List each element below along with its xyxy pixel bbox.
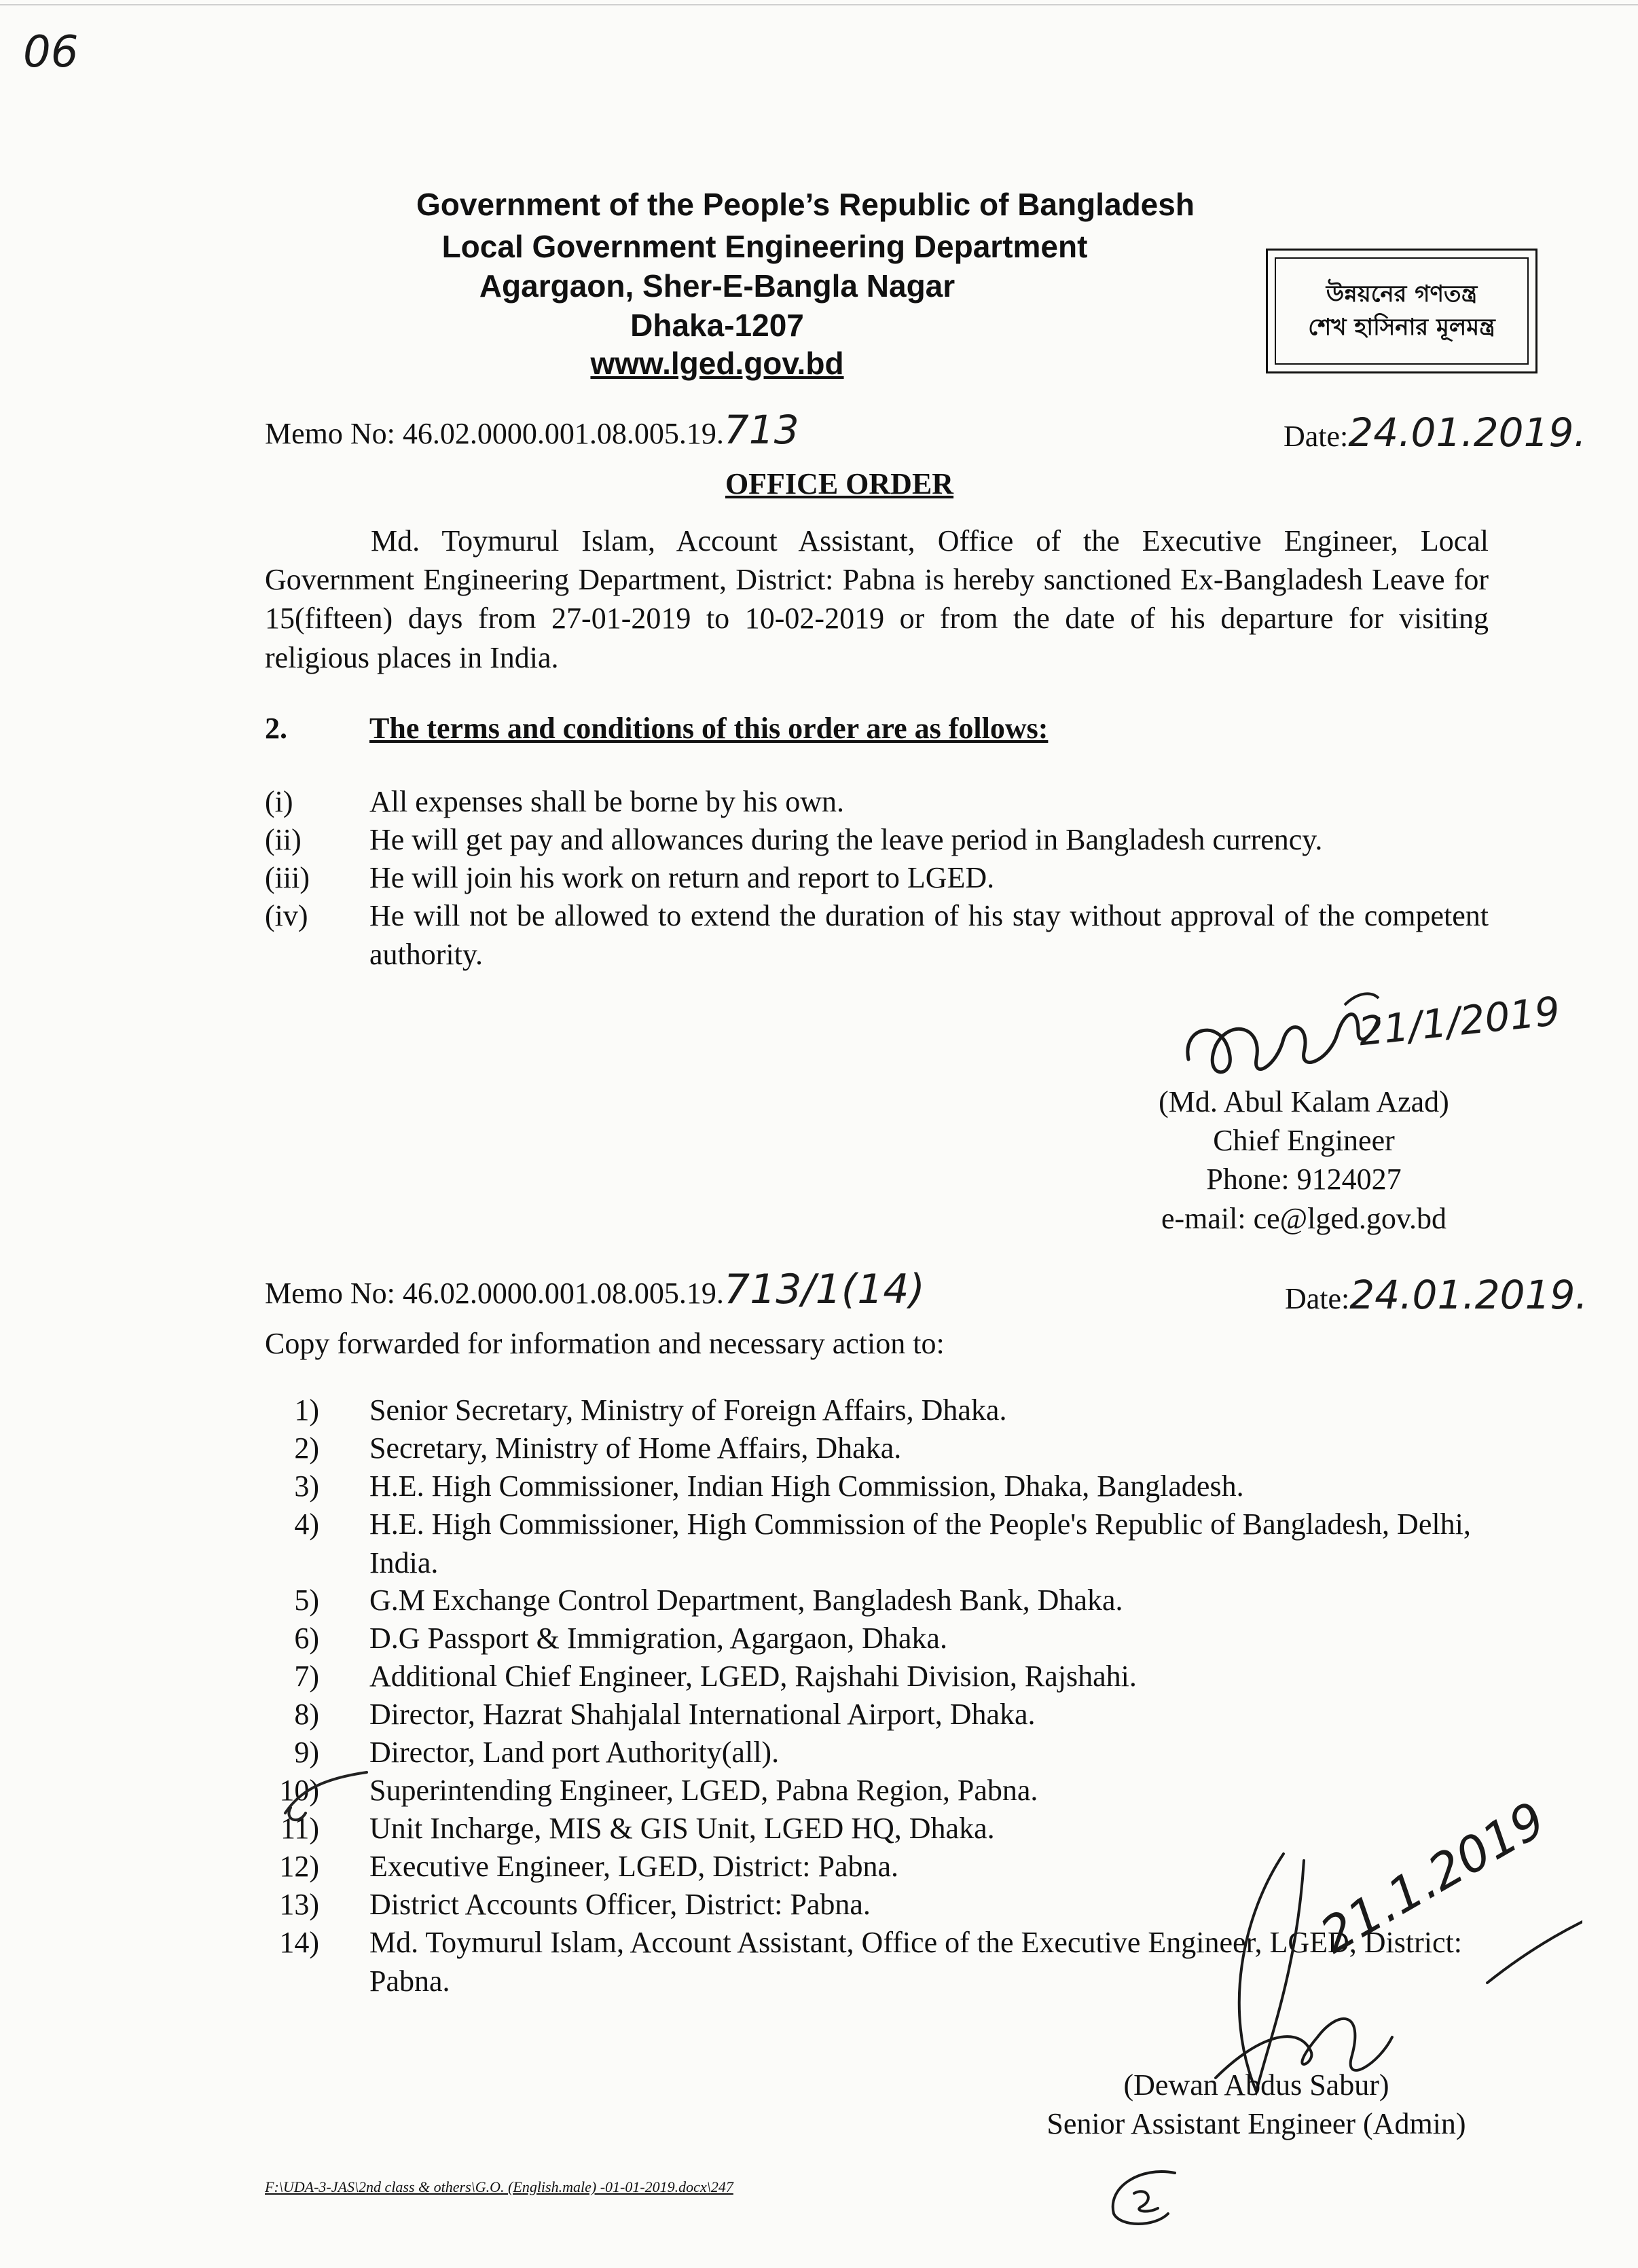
- recipient-text: Secretary, Ministry of Home Affairs, Dhaka.: [369, 1431, 902, 1465]
- condition-number: (iii): [265, 861, 310, 894]
- office-order-title: OFFICE ORDER: [725, 467, 954, 500]
- order-memo-label: Memo No: 46.02.0000.001.08.005.19.: [265, 417, 724, 450]
- initial-mark: [1100, 2159, 1188, 2234]
- condition-text: All expenses shall be borne by his own.: [369, 785, 844, 818]
- recipient-number: 12): [279, 1850, 319, 1883]
- slogan-line-2: শেখ হাসিনার মূলমন্ত্র: [1308, 314, 1495, 341]
- recipient-number: 11): [280, 1812, 319, 1845]
- copy-date-label: Date:: [1285, 1282, 1350, 1315]
- recipient-text: G.M Exchange Control Department, Bangladesh Bank, Dhaka.: [369, 1584, 1123, 1617]
- chief-engineer-block: [1100, 1082, 1508, 1238]
- recipient-text: D.G Passport & Immigration, Agargaon, Dhaka.: [369, 1622, 947, 1655]
- order-date: [1284, 407, 1586, 458]
- recipient-text: District Accounts Officer, District: Pabna.: [369, 1888, 871, 1921]
- recipient-text: H.E. High Commissioner, Indian High Commission, Dhaka, Bangladesh.: [369, 1469, 1244, 1503]
- admin-engineer-name: (Dewan Abdus Sabur): [1123, 2068, 1389, 2102]
- recipient-text: Additional Chief Engineer, LGED, Rajshahi Division, Rajshahi.: [369, 1660, 1137, 1693]
- chief-engineer-email: e-mail: ce@lged.gov.bd: [1161, 1201, 1447, 1235]
- recipient-text: Md. Toymurul Islam, Account Assistant, Office of the Executive Engineer, LGED, District: Pabna.: [369, 1926, 1462, 1998]
- section-number: 2.: [265, 712, 287, 745]
- order-memo-handwritten: 713: [723, 407, 799, 453]
- recipient-text: Director, Hazrat Shahjalal International Airport, Dhaka.: [369, 1698, 1036, 1731]
- admin-engineer-block: [1005, 2066, 1508, 2143]
- copy-date: [1285, 1270, 1588, 1321]
- header-website: www.lged.gov.bd: [590, 346, 844, 381]
- recipient-number: 1): [294, 1393, 319, 1427]
- recipient-text: H.E. High Commissioner, High Commission of the People's Republic of Bangladesh, Delhi, India.: [369, 1507, 1471, 1580]
- recipient-number: 9): [294, 1736, 319, 1769]
- copy-intro: Copy forwarded for information and necessary action to:: [265, 1327, 945, 1360]
- header-line-1: Government of the People’s Republic of Bangladesh: [416, 187, 1195, 222]
- page-mark: 06: [23, 27, 79, 77]
- admin-engineer-title: Senior Assistant Engineer (Admin): [1046, 2107, 1466, 2141]
- scan-top-edge: [0, 4, 1638, 5]
- copy-date-handwritten: 24.01.2019.: [1349, 1272, 1588, 1318]
- copy-memo: [265, 1263, 925, 1316]
- copy-memo-handwritten: 713/1(14): [723, 1266, 925, 1313]
- order-date-label: Date:: [1284, 420, 1349, 453]
- order-memo: [265, 405, 799, 456]
- header-line-3: Agargaon, Sher-E-Bangla Nagar: [479, 268, 956, 304]
- admin-engineer-signature-date: 21.1.2019: [1311, 1790, 1555, 1964]
- recipient-number: 3): [294, 1469, 319, 1503]
- section-heading: The terms and conditions of this order are as follows:: [369, 712, 1049, 745]
- recipient-number: 2): [294, 1431, 319, 1465]
- slogan-box: [1266, 249, 1537, 373]
- recipient-number: 10): [279, 1774, 319, 1807]
- chief-engineer-signature-date: 21/1/2019: [1356, 987, 1563, 1055]
- recipient-text: Senior Secretary, Ministry of Foreign Affairs, Dhaka.: [369, 1393, 1007, 1427]
- recipient-number: 4): [294, 1507, 319, 1541]
- pen-mark: [278, 1766, 374, 1827]
- slogan-line-1: উন্নয়নের গণতন্ত্র: [1326, 280, 1478, 308]
- recipient-text: Executive Engineer, LGED, District: Pabna.: [369, 1850, 899, 1883]
- condition-text: He will get pay and allowances during the leave period in Bangladesh currency.: [369, 823, 1323, 856]
- recipient-number: 7): [294, 1660, 319, 1693]
- chief-engineer-title: Chief Engineer: [1213, 1124, 1395, 1158]
- recipient-number: 8): [294, 1698, 319, 1731]
- recipient-text: Unit Incharge, MIS & GIS Unit, LGED HQ, Dhaka.: [369, 1812, 995, 1845]
- recipient-number: 5): [294, 1584, 319, 1617]
- recipient-number: 14): [279, 1926, 319, 1959]
- order-paragraph: Md. Toymurul Islam, Account Assistant, Office of the Executive Engineer, Local Government Engineering Department, District: Pabna is hereby sanctioned Ex-Bangladesh Leave for 15(fifteen) days from 27-01-2019 to 10-02-2019 or from the date of his departure for visiting religious places in India.: [265, 524, 1489, 674]
- footer-file-path: F:\UDA-3-JAS\2nd class & others\G.O. (English.male) -01-01-2019.docx\247: [265, 2178, 733, 2195]
- condition-text: He will join his work on return and report to LGED.: [369, 861, 995, 894]
- condition-text: He will not be allowed to extend the duration of his stay without approval of the competent authority.: [369, 899, 1489, 972]
- header-line-2: Local Government Engineering Department: [441, 229, 1088, 264]
- chief-engineer-name: (Md. Abul Kalam Azad): [1159, 1085, 1449, 1118]
- recipient-number: 6): [294, 1622, 319, 1655]
- order-date-handwritten: 24.01.2019.: [1348, 409, 1586, 456]
- recipient-number: 13): [279, 1888, 319, 1921]
- condition-number: (ii): [265, 823, 302, 856]
- copy-memo-label: Memo No: 46.02.0000.001.08.005.19.: [265, 1277, 724, 1310]
- recipient-text: Director, Land port Authority(all).: [369, 1736, 780, 1769]
- condition-number: (i): [265, 785, 293, 818]
- recipient-text: Superintending Engineer, LGED, Pabna Region, Pabna.: [369, 1774, 1038, 1807]
- condition-list: [265, 782, 1489, 972]
- header-line-4: Dhaka-1207: [630, 308, 804, 343]
- condition-number: (iv): [265, 899, 308, 932]
- chief-engineer-phone: Phone: 9124027: [1206, 1163, 1402, 1196]
